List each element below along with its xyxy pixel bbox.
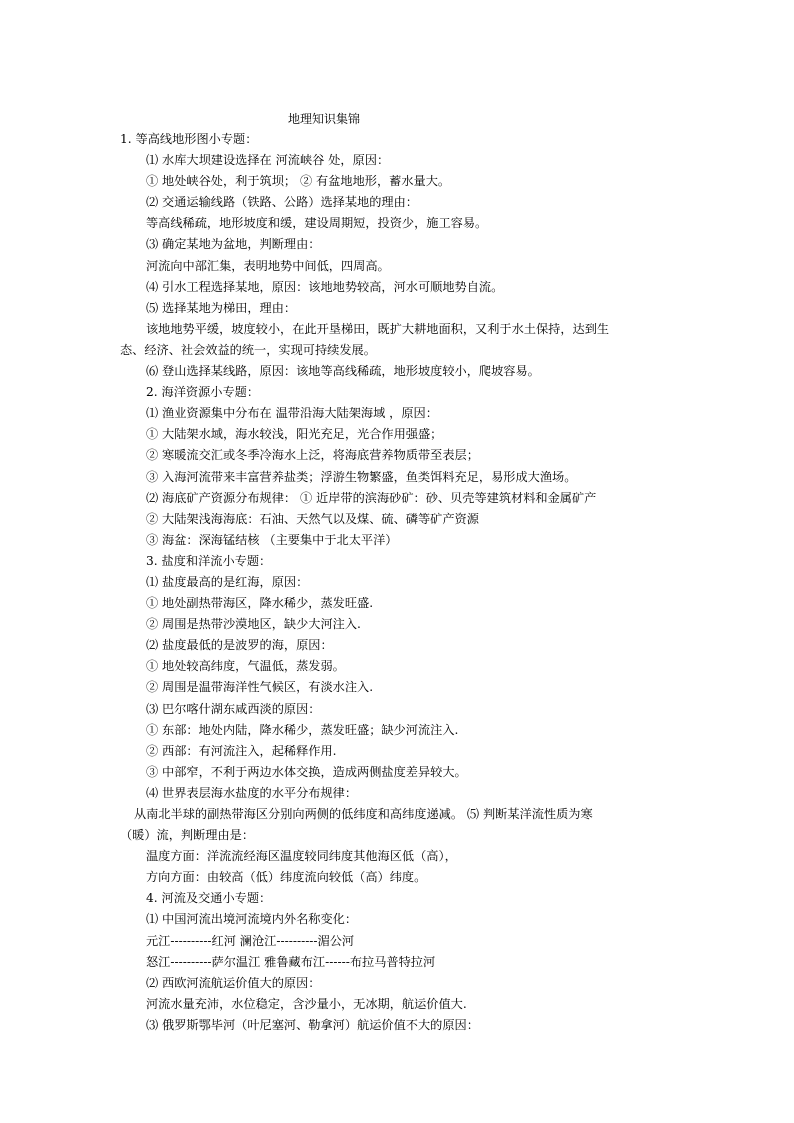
line-text: ⑵ 交通运输线路（铁路、公路）选择某地的理由： [146, 195, 418, 210]
section-heading: 3. 盐度和洋流小专题： [146, 553, 272, 568]
line-text: ② 寒暖流交汇或冬季冷海水上泛，将海底营养物质带至表层； [146, 448, 479, 463]
text-line [0, 319, 794, 340]
line-text: ⑶ 巴尔喀什湖东咸西淡的原因： [146, 701, 321, 716]
line-text: ⑸ 选择某地为梯田，理由： [146, 300, 297, 315]
line-text: ② 大陆架浅海海底：石油、天然气以及煤、硫、磷等矿产资源 [146, 511, 479, 526]
line-text: ① 大陆架水域，海水较浅，阳光充足，光合作用强盛； [146, 427, 443, 442]
text-line [0, 593, 794, 614]
text-line [0, 234, 794, 255]
line-text: ② 西部：有河流注入，起稀释作用. [146, 743, 337, 758]
line-text: ② 周围是温带海洋性气候区，有淡水注入. [146, 680, 374, 695]
text-line [0, 213, 794, 234]
line-text: 河流向中部汇集，表明地势中间低，四周高。 [146, 258, 390, 273]
section-heading: 1. 等高线地形图小专题： [120, 132, 258, 146]
line-text: ⑹ 登山选择某线路，原因：该地等高线稀疏，地形坡度较小，爬坡容易。 [146, 364, 540, 379]
line-text: ⑶ 确定某地为盆地，判断理由： [146, 237, 321, 252]
text-line [0, 509, 794, 530]
line-text: ⑵ 海底矿产资源分布规律： ① 近岸带的滨海砂矿：砂、贝壳等建筑材料和金属矿产 [146, 490, 597, 505]
line-text: ① 地处峡谷处，利于筑坝； ② 有盆地地形，蓄水量大。 [146, 174, 451, 189]
line-text: ③ 中部窄，不利于两边水体交换，造成两侧盐度差异较大。 [146, 764, 467, 779]
line-text: ① 东部：地处内陆，降水稀少，蒸发旺盛；缺少河流注入. [146, 722, 459, 737]
text-line [0, 150, 794, 171]
line-text: 态、经济、社会效益的统一，实现可持续发展。 [120, 342, 376, 357]
text-line [0, 445, 794, 466]
text-line [0, 171, 794, 192]
line-text: ⑴ 盐度最高的是红海，原因： [146, 574, 309, 589]
text-line [0, 530, 794, 551]
text-line [0, 572, 794, 593]
text-line [0, 340, 794, 361]
section-heading: 2. 海洋资源小专题： [146, 385, 260, 400]
line-text: ⑶ 俄罗斯鄂毕河（叶尼塞河、勒拿河）航运价值不大的原因： [146, 1017, 479, 1032]
text-line [0, 952, 794, 973]
text-line [0, 846, 794, 867]
text-line [0, 635, 794, 656]
text-line [0, 783, 794, 804]
line-text: 怒江----------萨尔温江 雅鲁藏布江------布拉马普特拉河 [146, 954, 436, 969]
line-text: 温度方面：洋流流经海区温度较同纬度其他海区低（高）， [146, 849, 457, 864]
text-line [0, 931, 794, 952]
line-text: ⑷ 世界表层海水盐度的水平分布规律： [146, 785, 358, 800]
line-text: ③ 海盆：深海锰结核 （主要集中于北太平洋） [146, 532, 398, 547]
text-line [0, 973, 794, 994]
text-line [0, 551, 794, 572]
text-line [0, 403, 794, 424]
text-line [0, 192, 794, 213]
document-title: 地理知识集锦 [288, 112, 361, 126]
line-text: （暖）流，判断理由是： [120, 828, 255, 843]
line-text: ③ 入海河流带来丰富营养盐类；浮游生物繁盛，鱼类饵料充足，易形成大渔场。 [146, 469, 577, 484]
text-line [0, 256, 794, 277]
line-text: 河流水量充沛，水位稳定，含沙量小，无冰期，航运价值大. [146, 996, 467, 1011]
text-line [0, 614, 794, 635]
line-text: ⑵ 西欧河流航运价值大的原因： [146, 975, 321, 990]
line-text: 方向方面：由较高（低）纬度流向较低（高）纬度。 [146, 870, 427, 885]
text-line [0, 677, 794, 698]
section-heading: 4. 河流及交通小专题： [146, 891, 272, 906]
text-line [0, 656, 794, 677]
line-text: 该地地势平缓，坡度较小，在此开垦梯田，既扩大耕地面积，又利于水土保持，达到生 [146, 321, 610, 336]
text-line [0, 867, 794, 888]
text-line [0, 298, 794, 319]
line-text: ⑴ 水库大坝建设选择在 河流峡谷 处，原因： [146, 153, 390, 168]
text-line [0, 888, 794, 909]
text-line [0, 382, 794, 403]
text-line [0, 277, 794, 298]
line-text: ① 地处副热带海区，降水稀少，蒸发旺盛. [146, 596, 374, 611]
text-line [0, 467, 794, 488]
text-line [0, 741, 794, 762]
text-line [0, 909, 794, 930]
text-line [0, 762, 794, 783]
line-text: 元江----------红河 澜沧江----------湄公河 [146, 933, 355, 948]
line-text: ⑷ 引水工程选择某地，原因：该地地势较高，河水可顺地势自流。 [146, 279, 504, 294]
line-text: 等高线稀疏，地形坡度和缓，建设周期短，投资少，施工容易。 [146, 216, 488, 231]
text-line [0, 994, 794, 1015]
line-text: ⑴ 中国河流出境河流境内外名称变化： [146, 912, 358, 927]
text-line [0, 825, 794, 846]
text-line [0, 361, 794, 382]
line-text: ⑵ 盐度最低的是波罗的海，原因： [146, 638, 333, 653]
text-line [0, 804, 794, 825]
text-line [0, 488, 794, 509]
text-line [0, 720, 794, 741]
line-text: ① 地处较高纬度，气温低，蒸发弱。 [146, 659, 345, 674]
document-body [0, 129, 794, 1036]
text-line [0, 699, 794, 720]
line-text: ⑴ 渔业资源集中分布在 温带沿海大陆架海域 ，原因： [146, 406, 438, 421]
text-line [0, 129, 794, 150]
text-line [0, 424, 794, 445]
text-line [0, 1015, 794, 1036]
line-text: 从南北半球的副热带海区分别向两侧的低纬度和高纬度递减。 ⑸ 判断某洋流性质为寒 [134, 807, 593, 821]
line-text: ② 周围是热带沙漠地区，缺少大河注入. [146, 617, 361, 632]
